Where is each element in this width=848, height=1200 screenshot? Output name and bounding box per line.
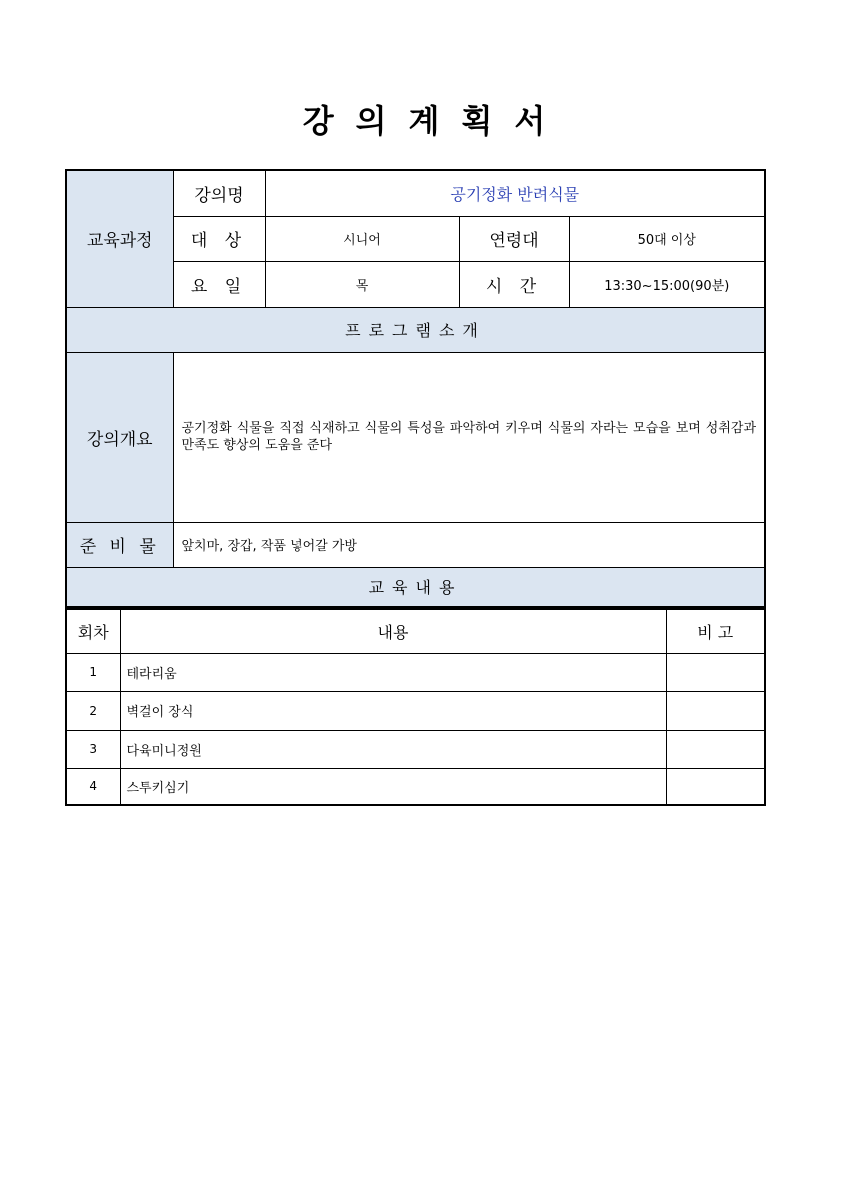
round-cell: 2 — [66, 691, 120, 730]
page-title: 강의계획서 — [302, 102, 568, 140]
table-row — [66, 653, 765, 691]
table-row — [66, 768, 765, 805]
content-cell: 테라리움 — [120, 653, 666, 691]
note-cell — [666, 730, 765, 768]
round-column-header: 회차 — [66, 609, 120, 653]
day-label: 요 일 — [173, 261, 265, 307]
round-cell: 4 — [66, 768, 120, 805]
program-intro-header: 프로그램소개 — [66, 307, 765, 352]
note-cell — [666, 768, 765, 805]
round-cell: 1 — [66, 653, 120, 691]
contents-header: 교육내용 — [66, 567, 765, 607]
round-cell: 3 — [66, 730, 120, 768]
content-cell: 벽걸이 장식 — [120, 691, 666, 730]
overview-text: 공기정화 식물을 직접 식재하고 식물의 특성을 파악하여 키우며 식물의 자라는 모습을 보며 성취감과 만족도 향상의 도움을 준다 — [173, 352, 765, 522]
day-value: 목 — [265, 261, 459, 307]
table-row — [66, 691, 765, 730]
target-label: 대 상 — [173, 216, 265, 261]
materials-text: 앞치마, 장갑, 작품 넣어갈 가방 — [173, 522, 765, 567]
age-value: 50대 이상 — [569, 216, 765, 261]
age-label: 연령대 — [459, 216, 569, 261]
note-cell — [666, 691, 765, 730]
time-value: 13:30~15:00(90분) — [569, 261, 765, 307]
materials-label: 준 비 물 — [66, 522, 173, 567]
course-name-value: 공기정화 반려식물 — [265, 170, 765, 216]
content-cell: 스투키심기 — [120, 768, 666, 805]
course-info-table — [65, 169, 766, 608]
target-value: 시니어 — [265, 216, 459, 261]
note-column-header: 비 고 — [666, 609, 765, 653]
contents-table — [65, 608, 766, 806]
course-name-label: 강의명 — [173, 170, 265, 216]
note-cell — [666, 653, 765, 691]
time-label: 시 간 — [459, 261, 569, 307]
course-group-label: 교육과정 — [66, 170, 173, 307]
table-row — [66, 730, 765, 768]
overview-label: 강의개요 — [66, 352, 173, 522]
content-column-header: 내용 — [120, 609, 666, 653]
content-cell: 다육미니정원 — [120, 730, 666, 768]
